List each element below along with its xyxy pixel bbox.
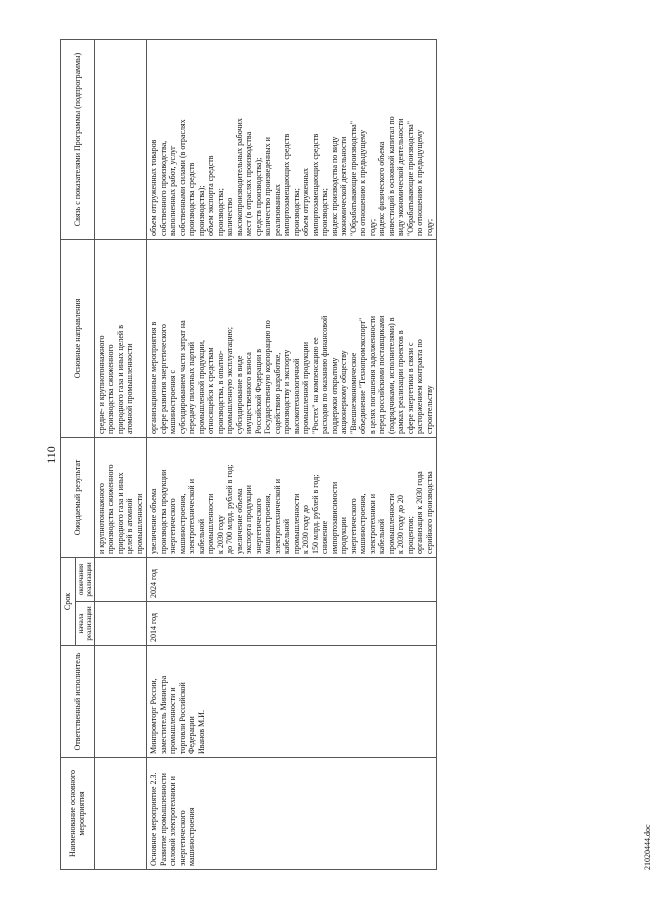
document-code: 21020444.doc (643, 824, 652, 870)
indicator-link-cell: объем отгруженных товаров собственного производства, выполненных работ, услуг собственными силами (в отраслях производства средств производства); объем экспорта средств производства; количество высокопроизводительных рабочих мест (в отраслях производства средств производства); количество произведенных и реализованных импортозамещающих средств производства; объем отгруженных импортозамещающих средств производства; индекс производства по виду экономической деятельности "Обрабатывающие производства" по отношению к предыдущему году; индекс физического объема инвестиций в основной капитал по виду экономической деятельности "Обрабатывающие производства" по отношению к предыдущему году; (147, 39, 437, 239)
activity-name-cell: Основное мероприятие 2.3. Развитие промышленности силовой электротехники и энергетического машиностроения (147, 758, 437, 870)
table-row (94, 39, 147, 869)
directions-cell: организационные мероприятия в сфере развития энергетического машиностроения с субсидированием части затрат на передачу пилотных партий промышленной продукции, относящейся к средствам производства, в опытно- промышленную эксплуатацию; субсидирование в виде имущественного взноса Российской Федерации в Государственную корпорацию по содействию разработке, производству и экспорту высокотехнологичной промышленной продукции "Ростех" на компенсацию ее расходов по оказанию финансовой поддержки открытому акционерному обществу "Внешнеэкономическое объединение "Технопромэкспорт" в целях погашения задолженности перед российскими поставщиками (подрядчиками, исполнителями) в рамках реализации проектов в сфере энергетики в связи с расторжением контракта по строительству (147, 239, 437, 437)
header-end: окончания реализации (75, 557, 94, 601)
table-cell (94, 39, 147, 239)
program-table (60, 39, 437, 870)
header-directions: Основные направления (61, 239, 95, 437)
expected-result-cell: увеличение объема производства продукции энергетического машиностроения, электротехнической и кабельной промышленности к 2030 году до 700 млрд. рублей в год; увеличение объема экспорта продукции энергетического машиностроения, электротехнической и кабельной промышленности к 2030 году до 150 млрд. рублей в год; снижение импортозависимости продукции энергетического машиностроения, электротехники и кабельной промышленности к 2030 году до 20 процентов; организация к 2030 года серийного производства (147, 437, 437, 557)
header-executor: Ответственный исполнитель (61, 646, 95, 758)
executor-cell: Минпромторг России, заместитель Министра промышленности и торговли Российской Федерации Иванов М.И. (147, 646, 437, 758)
header-activity-name: Наименование основного мероприятия (61, 758, 95, 870)
table-cell (94, 602, 147, 646)
table-cell (94, 646, 147, 758)
header-start: начала реализации (75, 602, 94, 646)
header-row (61, 39, 76, 869)
page-number: 110 (44, 446, 58, 464)
expected-result-cell: и крупнотоннажного производства сжиженного природного газа и иных целей в атомной промышленности (94, 437, 147, 557)
rotated-page (42, 40, 652, 870)
header-term: Срок (61, 557, 76, 645)
table-row (147, 39, 437, 869)
end-cell: 2024 год (147, 557, 437, 601)
table-cell (94, 758, 147, 870)
start-cell: 2014 год (147, 602, 437, 646)
table-cell (94, 557, 147, 601)
header-result: Ожидаемый результат (61, 437, 95, 557)
header-link: Связь с показателями Программы (подпрограммы) (61, 39, 95, 239)
directions-cell: средне- и крупнотоннажного производства сжиженного природного газа и иных целей в атомной промышленности (94, 239, 147, 437)
